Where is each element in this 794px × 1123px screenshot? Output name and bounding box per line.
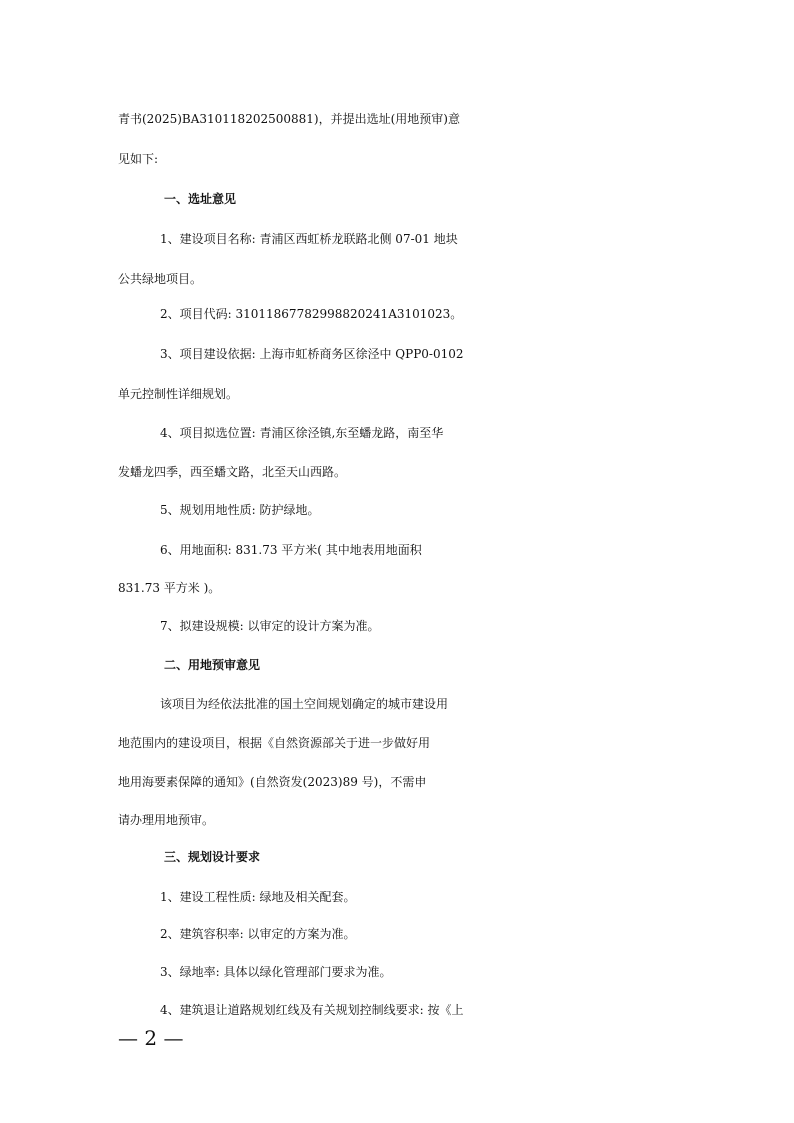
body-line: 地范围内的建设项目，根据《自然资源部关于进一步做好用 [118, 736, 431, 750]
body-line: 单元控制性详细规划。 [118, 387, 239, 401]
body-line: 地用海要素保障的通知》(自然资发(2023)89 号)，不需申 [118, 775, 427, 789]
section-heading: 三、规划设计要求 [164, 850, 261, 864]
body-line: 请办理用地预审。 [118, 813, 215, 827]
body-line: 2、建筑容积率: 以审定的方案为准。 [160, 927, 356, 941]
body-line: 4、建筑退让道路规划红线及有关规划控制线要求: 按《上 [160, 1003, 464, 1017]
body-line: 1、建设工程性质: 绿地及相关配套。 [160, 890, 356, 904]
body-line: 该项目为经依法批准的国土空间规划确定的城市建设用 [160, 697, 449, 711]
body-line: 4、项目拟选位置: 青浦区徐泾镇,东至蟠龙路，南至华 [160, 426, 444, 440]
body-line: 2、项目代码: 31011867782998820241A3101023。 [160, 307, 463, 321]
body-line: 公共绿地项目。 [118, 272, 203, 286]
body-line: 发蟠龙四季，西至蟠文路，北至天山西路。 [118, 465, 347, 479]
body-line: 7、拟建设规模: 以审定的设计方案为准。 [160, 619, 380, 633]
section-heading: 一、选址意见 [164, 192, 237, 206]
body-line: 1、建设项目名称: 青浦区西虹桥龙联路北侧 07-01 地块 [160, 232, 458, 246]
body-line: 青书(2025)BA310118202500881)，并提出选址(用地预审)意 [118, 112, 460, 126]
page-number: — 2 — [118, 1026, 184, 1050]
body-line: 见如下: [118, 152, 159, 166]
section-heading: 二、用地预审意见 [164, 658, 261, 672]
body-line: 5、规划用地性质: 防护绿地。 [160, 503, 320, 517]
body-line: 831.73 平方米 )。 [118, 581, 221, 595]
body-line: 3、绿地率: 具体以绿化管理部门要求为准。 [160, 965, 392, 979]
body-line: 6、用地面积: 831.73 平方米( 其中地表用地面积 [160, 543, 422, 557]
body-line: 3、项目建设依据: 上海市虹桥商务区徐泾中 QPP0-0102 [160, 347, 464, 361]
